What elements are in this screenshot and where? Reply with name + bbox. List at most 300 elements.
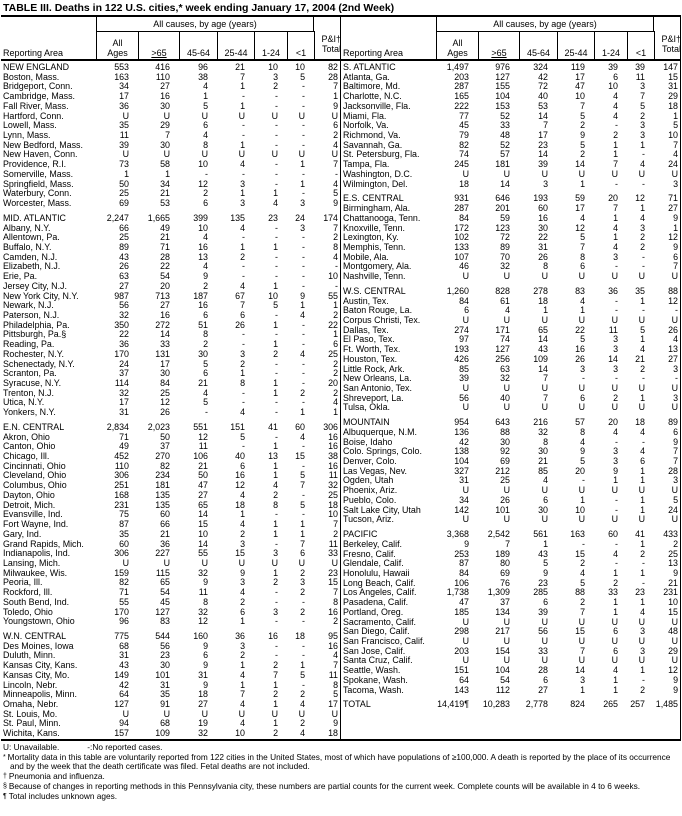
value-cell: 138 [454, 446, 469, 457]
value-cell: 7 [333, 587, 338, 598]
reporting-area-cell: Jacksonville, Fla. [343, 100, 411, 111]
value-cell: 3 [640, 120, 645, 131]
left-table-body [1, 61, 340, 739]
city-row [1, 233, 340, 243]
value-cell: 4 [240, 519, 245, 530]
value-cell: 110 [114, 460, 129, 471]
value-cell: U [671, 485, 678, 496]
value-cell: U [611, 383, 618, 393]
value-cell: 8 [203, 139, 208, 150]
value-cell: 15 [295, 451, 305, 462]
value-cell: 4 [240, 587, 245, 598]
value-cell: - [205, 168, 208, 179]
value-cell: 1 [240, 679, 245, 690]
value-cell: 69 [119, 198, 129, 209]
value-cell: 24 [668, 504, 678, 515]
value-cell: U [638, 168, 645, 179]
value-cell: 31 [668, 81, 678, 92]
value-cell: U [611, 655, 618, 666]
value-cell: - [302, 441, 305, 452]
value-cell: 1 [273, 387, 278, 398]
value-cell: U [271, 557, 278, 568]
value-cell: 6 [203, 198, 208, 209]
value-cell: - [302, 261, 305, 272]
value-cell: 35 [119, 528, 129, 539]
value-cell: 24 [119, 358, 129, 369]
reporting-area-cell: New Haven, Conn. [3, 149, 78, 160]
value-cell: 32 [500, 373, 510, 384]
value-cell: 127 [155, 606, 170, 617]
value-cell: 6 [240, 460, 245, 471]
value-cell: 82 [328, 62, 338, 72]
value-cell: 55 [198, 548, 208, 559]
city-row [341, 686, 680, 696]
reporting-area-cell: Tucson, Ariz. [343, 514, 394, 525]
reporting-area-cell: Akron, Ohio [3, 431, 50, 442]
value-cell: 399 [193, 212, 208, 223]
value-cell: 9 [580, 446, 585, 457]
value-cell: - [242, 387, 245, 398]
value-cell: 2 [640, 363, 645, 374]
value-cell: 22 [160, 261, 170, 272]
reporting-area-cell: Tampa, Fla. [343, 159, 390, 170]
reporting-area-cell: Rochester, N.Y. [3, 348, 65, 359]
value-cell: 16 [328, 460, 338, 471]
value-cell: 4 [640, 446, 645, 457]
value-cell: 256 [495, 353, 510, 364]
value-cell: 49 [160, 222, 170, 233]
value-cell: 70 [500, 251, 510, 262]
value-cell: 272 [155, 319, 170, 330]
value-cell: 33 [160, 339, 170, 350]
reporting-area-cell: Little Rock, Ark. [343, 363, 405, 374]
reporting-area-cell: Minneapolis, Minn. [3, 689, 77, 700]
value-cell: 28 [668, 465, 678, 476]
city-row [341, 316, 680, 326]
col-45-64: 45-64 [519, 31, 557, 59]
value-cell: 5 [580, 577, 585, 588]
table-title: TABLE III. Deaths in 122 U.S. cities,* week ending January 17, 2004 (2nd Week) [3, 2, 395, 14]
reporting-area-cell: TOTAL [343, 699, 371, 710]
value-cell: 20 [328, 378, 338, 388]
value-cell: 2 [300, 567, 305, 578]
value-cell: 151 [230, 421, 245, 432]
footnote-marker: ¶ [3, 792, 9, 800]
value-cell: 6 [613, 71, 618, 82]
value-cell: U [462, 402, 469, 413]
value-cell: U [503, 655, 510, 666]
value-cell: 89 [500, 241, 510, 252]
value-cell: U [238, 149, 245, 160]
value-cell: 7 [673, 456, 678, 467]
value-cell: 5 [203, 100, 208, 111]
value-cell: 95 [328, 630, 338, 641]
value-cell: - [275, 130, 278, 141]
value-cell: 6 [580, 392, 585, 403]
value-cell: U [331, 110, 338, 121]
value-cell: 16 [160, 309, 170, 320]
value-cell: - [302, 640, 305, 651]
value-cell: 1 [300, 407, 305, 418]
value-cell: - [302, 378, 305, 388]
value-cell: 4 [203, 387, 208, 398]
reporting-area-cell: South Bend, Ind. [3, 596, 70, 607]
value-cell: 11 [635, 71, 645, 82]
value-cell: - [302, 232, 305, 243]
value-cell: 12 [668, 665, 678, 676]
value-cell: 75 [119, 509, 129, 520]
reporting-area-cell: Berkeley, Calif. [343, 538, 403, 549]
value-cell: 163 [114, 71, 129, 82]
value-cell: - [242, 329, 245, 340]
value-cell: 5 [580, 110, 585, 121]
reporting-area-cell: Albany, N.Y. [3, 222, 51, 233]
value-cell: - [275, 232, 278, 243]
value-cell: 94 [119, 718, 129, 729]
value-cell: U [541, 616, 548, 627]
value-cell: 2,834 [106, 421, 129, 432]
value-cell: 7 [673, 261, 678, 272]
value-cell: 1 [640, 475, 645, 486]
value-cell: - [275, 397, 278, 408]
value-cell: 42 [538, 71, 548, 82]
city-row [1, 262, 340, 272]
value-cell: 5 [580, 232, 585, 243]
value-cell: 39 [119, 139, 129, 150]
value-cell: 643 [495, 417, 510, 428]
footnote-item [3, 753, 679, 773]
value-cell: 37 [119, 368, 129, 379]
value-cell: 11 [198, 441, 208, 452]
value-cell: 13 [668, 344, 678, 355]
value-cell: 154 [495, 645, 510, 656]
value-cell: 10 [268, 62, 278, 72]
value-cell: 187 [193, 290, 208, 301]
value-cell: 153 [495, 100, 510, 111]
value-cell: 15 [235, 548, 245, 559]
value-cell: 7 [333, 222, 338, 233]
value-cell: 26 [235, 319, 245, 330]
value-cell: 14 [538, 363, 548, 374]
age-group-header: All causes, by age (years) [436, 17, 654, 32]
value-cell: U [271, 110, 278, 121]
table-left-half [1, 17, 341, 739]
reporting-area-cell: Wichita, Kans. [3, 728, 60, 739]
value-cell: 1,485 [655, 699, 678, 710]
value-cell: U [638, 383, 645, 393]
value-cell: 11 [328, 538, 338, 549]
reporting-area-cell: St. Louis, Mo. [3, 708, 58, 719]
value-cell: 22 [575, 324, 585, 335]
value-cell: 15 [668, 71, 678, 82]
region-section [1, 214, 340, 418]
value-cell: 9 [543, 567, 548, 578]
value-cell: 227 [155, 548, 170, 559]
reporting-area-cell: Richmond, Va. [343, 130, 401, 141]
value-cell: - [275, 168, 278, 179]
value-cell: 104 [454, 456, 469, 467]
value-cell: 6 [240, 309, 245, 320]
reporting-area-cell: Portland, Oreg. [343, 606, 404, 617]
value-cell: 5 [543, 558, 548, 569]
value-cell: 71 [668, 193, 678, 204]
value-cell: 4 [240, 718, 245, 729]
reporting-area-cell: Tacoma, Wash. [343, 684, 404, 695]
footnote-list [3, 753, 679, 802]
value-cell: 20 [160, 280, 170, 291]
value-cell: U [238, 557, 245, 568]
value-cell: 83 [575, 285, 585, 296]
city-row [1, 408, 340, 418]
value-cell: U [541, 383, 548, 393]
value-cell: 1 [613, 674, 618, 685]
value-cell: 40 [538, 91, 548, 102]
value-cell: 14 [160, 329, 170, 340]
value-cell: 976 [495, 62, 510, 72]
value-cell: - [302, 489, 305, 500]
value-cell: 32 [119, 387, 129, 398]
value-cell: 43 [538, 548, 548, 559]
value-cell: - [642, 251, 645, 262]
right-group-header-row [341, 17, 680, 31]
value-cell: 251 [114, 480, 129, 491]
value-cell: U [541, 655, 548, 666]
value-cell: - [302, 509, 305, 520]
value-cell: 16 [328, 606, 338, 617]
value-cell: 14 [198, 538, 208, 549]
value-cell: 287 [454, 81, 469, 92]
value-cell: - [582, 475, 585, 486]
value-cell: 77 [459, 110, 469, 121]
value-cell: 71 [119, 431, 129, 442]
value-cell: - [335, 280, 338, 291]
value-cell: 147 [663, 62, 678, 72]
value-cell: 33 [328, 548, 338, 559]
value-cell: - [275, 640, 278, 651]
value-cell: 1 [580, 305, 585, 316]
reporting-area-cell: Phoenix, Ariz. [343, 485, 398, 496]
value-cell: 102 [454, 232, 469, 243]
left-table-header [1, 17, 340, 61]
value-cell: 2 [273, 348, 278, 359]
value-cell: - [275, 509, 278, 520]
value-cell: 107 [454, 251, 469, 262]
value-cell: 7 [505, 538, 510, 549]
value-cell: U [298, 708, 305, 719]
reporting-area-cell: Camden, N.J. [3, 251, 58, 262]
value-cell: 2 [273, 489, 278, 500]
value-cell: 84 [160, 378, 170, 388]
value-cell: 1 [613, 212, 618, 223]
value-cell: 22 [538, 232, 548, 243]
value-cell: 10 [328, 509, 338, 520]
reporting-area-cell: El Paso, Tex. [343, 334, 395, 345]
value-cell: 57 [575, 417, 585, 428]
value-cell: 274 [454, 324, 469, 335]
value-cell: 3,368 [446, 529, 469, 540]
value-cell: U [163, 110, 170, 121]
value-cell: - [615, 178, 618, 189]
value-cell: 31 [119, 650, 129, 661]
value-cell: 306 [323, 421, 338, 432]
value-cell: - [275, 587, 278, 598]
value-cell: 84 [459, 212, 469, 223]
value-cell: - [275, 91, 278, 102]
value-cell: 4 [505, 305, 510, 316]
value-cell: - [302, 241, 305, 252]
value-cell: 1 [273, 241, 278, 252]
reporting-area-cell: Newark, N.J. [3, 300, 54, 311]
value-cell: 22 [119, 329, 129, 340]
value-cell: U [503, 168, 510, 179]
value-cell: 26 [575, 353, 585, 364]
value-cell: 2 [333, 358, 338, 369]
value-cell: 68 [119, 640, 129, 651]
value-cell: U [611, 314, 618, 325]
reporting-area-cell: New Orleans, La. [343, 373, 412, 384]
value-cell: 10 [575, 91, 585, 102]
value-cell: 2 [640, 241, 645, 252]
value-cell: - [615, 538, 618, 549]
value-cell: 1,260 [446, 285, 469, 296]
col-lt1: <1 [627, 31, 654, 59]
value-cell: 7 [673, 139, 678, 150]
reporting-area-cell: Knoxville, Tenn. [343, 222, 405, 233]
value-cell: 2,023 [147, 421, 170, 432]
reporting-area-cell: Tulsa, Okla. [343, 402, 391, 413]
value-cell: 10 [198, 159, 208, 170]
col-reporting-area: Reporting Area [343, 48, 404, 58]
value-cell: 1 [613, 232, 618, 243]
value-cell: U [578, 616, 585, 627]
city-row [1, 199, 340, 209]
value-cell: 21 [235, 62, 245, 72]
spacer [341, 17, 436, 32]
value-cell: U [201, 708, 208, 719]
value-cell: 11 [328, 470, 338, 481]
value-cell: 231 [114, 499, 129, 510]
value-cell: - [302, 188, 305, 199]
value-cell: 84 [459, 295, 469, 306]
value-cell: 253 [454, 548, 469, 559]
value-cell: 8 [543, 261, 548, 272]
value-cell: 9 [673, 684, 678, 695]
value-cell: 7 [613, 203, 618, 214]
value-cell: 3 [300, 577, 305, 588]
value-cell: 1 [240, 241, 245, 252]
value-cell: U [671, 616, 678, 627]
value-cell: 234 [155, 470, 170, 481]
value-cell: 6 [464, 305, 469, 316]
value-cell: U [331, 149, 338, 160]
value-cell: 4 [300, 348, 305, 359]
value-cell: 2 [203, 339, 208, 350]
value-cell: 3 [673, 178, 678, 189]
reporting-area-cell: Lincoln, Nebr. [3, 679, 58, 690]
value-cell: 38 [328, 451, 338, 462]
value-cell: 8 [240, 378, 245, 388]
reporting-area-cell: Kansas City, Mo. [3, 669, 70, 680]
footnote-text: Mortality data in this table are voluntarily reported from 122 cities in the United States, most of which have populations of ≥100,000. A death is reported by the place of its occurrence and by the week that the death certificate was filed. Fetal deaths are not included. [7, 751, 671, 772]
value-cell: 6 [613, 645, 618, 656]
value-cell: 10 [198, 222, 208, 233]
value-cell: 3 [273, 606, 278, 617]
value-cell: 203 [454, 71, 469, 82]
reporting-area-cell: Lexington, Ky. [343, 232, 399, 243]
reporting-area-cell: Kansas City, Kans. [3, 660, 78, 671]
value-cell: 32 [328, 480, 338, 491]
value-cell: 32 [500, 261, 510, 272]
value-cell: 4 [613, 110, 618, 121]
value-cell: - [302, 168, 305, 179]
value-cell: 9 [203, 679, 208, 690]
table-right-half [341, 17, 681, 739]
value-cell: 42 [459, 436, 469, 447]
value-cell: 189 [495, 548, 510, 559]
value-cell: - [275, 100, 278, 111]
value-cell: U [541, 402, 548, 413]
reporting-area-cell: Ft. Worth, Tex. [343, 344, 401, 355]
value-cell: - [242, 261, 245, 272]
value-cell: 133 [454, 241, 469, 252]
col-1-24: 1-24 [254, 31, 287, 59]
value-cell: 10 [328, 271, 338, 282]
value-cell: 6 [300, 548, 305, 559]
value-cell: 9 [203, 640, 208, 651]
value-cell: - [242, 339, 245, 350]
value-cell: 2 [580, 149, 585, 160]
value-cell: - [242, 232, 245, 243]
value-cell: - [302, 679, 305, 690]
value-cell: 2,778 [525, 699, 548, 710]
value-cell: 713 [155, 290, 170, 301]
reporting-area-cell: Trenton, N.J. [3, 387, 54, 398]
value-cell: 1 [273, 519, 278, 530]
reporting-area-cell: W.S. CENTRAL [343, 285, 406, 296]
value-cell: 5 [300, 499, 305, 510]
value-cell: 50 [198, 470, 208, 481]
value-cell: 16 [160, 91, 170, 102]
reporting-area-cell: Bridgeport, Conn. [3, 81, 73, 92]
value-cell: 82 [160, 460, 170, 471]
reporting-area-cell: Philadelphia, Pa. [3, 319, 70, 330]
value-cell: U [671, 314, 678, 325]
value-cell: U [671, 514, 678, 525]
value-cell: 21 [160, 528, 170, 539]
value-cell: - [302, 650, 305, 661]
reporting-area-cell: Baton Rouge, La. [343, 305, 413, 316]
value-cell: 2 [300, 718, 305, 729]
value-cell: 2 [580, 597, 585, 608]
value-cell: U [541, 271, 548, 282]
value-cell: - [242, 120, 245, 131]
value-cell: 216 [533, 417, 548, 428]
value-cell: 1 [543, 538, 548, 549]
reporting-area-cell: St. Paul, Minn. [3, 718, 61, 729]
value-cell: 23 [328, 567, 338, 578]
value-cell: - [642, 261, 645, 272]
value-cell: 1 [273, 378, 278, 388]
value-cell: 36 [119, 339, 129, 350]
value-cell: 2 [273, 81, 278, 92]
value-cell: 25 [328, 348, 338, 359]
value-cell: 159 [114, 567, 129, 578]
value-cell: 1 [240, 81, 245, 92]
value-cell: 43 [119, 251, 129, 262]
value-cell: 12 [198, 178, 208, 189]
right-table-header [341, 17, 680, 61]
value-cell: 54 [160, 271, 170, 282]
